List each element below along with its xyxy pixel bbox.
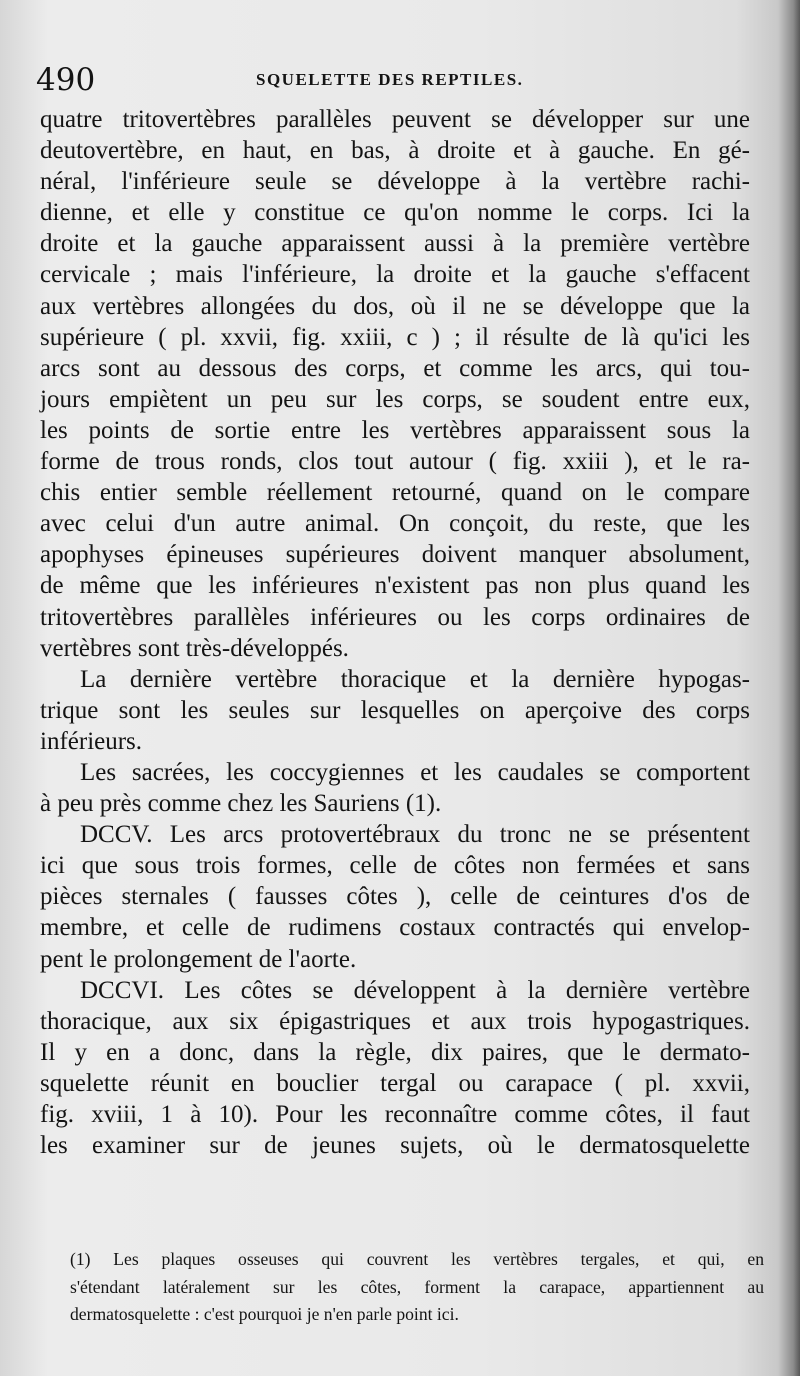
text-line: arcs sont au dessous des corps, et comme les arcs, qui tou- — [40, 354, 750, 382]
footnote-line: dermatosquelette : c'est pourquoi je n'en parle point ici. — [70, 1304, 459, 1324]
text-line: trique sont les seules sur lesquelles on aperçoive des corps — [40, 696, 750, 724]
text-line: DCCVI. Les côtes se développent à la dernière vertèbre — [80, 976, 750, 1004]
text-line: La dernière vertèbre thoracique et la dernière hypogas- — [80, 665, 750, 693]
text-line: quatre tritovertèbres parallèles peuvent se développer sur une — [40, 106, 750, 133]
text-line: fig. xviii, 1 à 10). Pour les reconnaître comme côtes, il faut — [40, 1101, 750, 1128]
text-line: supérieure ( pl. xxvii, fig. xxiii, c ) ; il résulte de là qu'ici les — [40, 323, 750, 351]
text-line: vertèbres sont très-développés. — [40, 634, 349, 662]
text-line: néral, l'inférieure seule se développe à la vertèbre rachi- — [40, 168, 750, 196]
footnote-line: s'étendant latéralement sur les côtes, forment la carapace, appartiennent au — [70, 1276, 764, 1297]
page-edge-shadow — [778, 0, 800, 1376]
text-line: Les sacrées, les coccygiennes et les caudales se comportent — [80, 758, 750, 786]
text-line: pièces sternales ( fausses côtes ), celle de ceintures d'os de — [40, 883, 750, 911]
text-line: squelette réunit en bouclier tergal ou carapace ( pl. xxvii, — [40, 1069, 750, 1097]
text-line: ici que sous trois formes, celle de côtes non fermées et sans — [40, 852, 750, 880]
text-line: membre, et celle de rudimens costaux contractés qui envelop- — [40, 914, 750, 942]
footnote-line: (1) Les plaques osseuses qui couvrent les vertèbres tergales, et qui, en — [70, 1249, 764, 1269]
text-line: les points de sortie entre les vertèbres apparaissent sous la — [40, 416, 750, 444]
text-line: les examiner sur de jeunes sujets, où le dermatosquelette — [40, 1132, 750, 1160]
text-line: jours empiètent un peu sur les corps, se soudent entre eux, — [40, 385, 750, 413]
text-line: DCCV. Les arcs protovertébraux du tronc ne se présentent — [80, 821, 750, 849]
footnotes — [70, 1246, 764, 1329]
text-line: forme de trous ronds, clos tout autour ( fig. xxiii ), et le ra- — [40, 448, 750, 476]
text-line: cervicale ; mais l'inférieure, la droite et la gauche s'effacent — [40, 261, 750, 289]
text-line: deutovertèbre, en haut, en bas, à droite et à gauche. En gé- — [40, 137, 750, 165]
text-line: dienne, et elle y constitue ce qu'on nomme le corps. Ici la — [40, 199, 750, 227]
text-line: tritovertèbres parallèles inférieures ou les corps ordinaires de — [40, 603, 750, 631]
body-text — [40, 104, 750, 1161]
text-line: avec celui d'un autre animal. On conçoit, du reste, que les — [40, 510, 750, 538]
text-line: apophyses épineuses supérieures doivent manquer absolument, — [40, 541, 750, 569]
text-line: à peu près comme chez les Sauriens (1). — [40, 790, 442, 818]
text-line: aux vertèbres allongées du dos, où il ne se développe que la — [40, 292, 750, 320]
text-line: inférieurs. — [40, 727, 143, 755]
page-header — [36, 62, 766, 102]
running-head: SQUELETTE DES REPTILES. — [256, 70, 524, 89]
text-line: chis entier semble réellement retourné, quand on le compare — [40, 479, 750, 507]
text-line: Il y en a donc, dans la règle, dix paires, que le dermato- — [40, 1038, 750, 1066]
text-line: pent le prolongement de l'aorte. — [40, 945, 357, 973]
page-number: 490 — [36, 62, 96, 98]
text-line: de même que les inférieures n'existent pas non plus quand les — [40, 572, 750, 600]
text-line: thoracique, aux six épigastriques et aux trois hypogastriques. — [40, 1007, 750, 1035]
text-line: droite et la gauche apparaissent aussi à la première vertèbre — [40, 230, 750, 258]
